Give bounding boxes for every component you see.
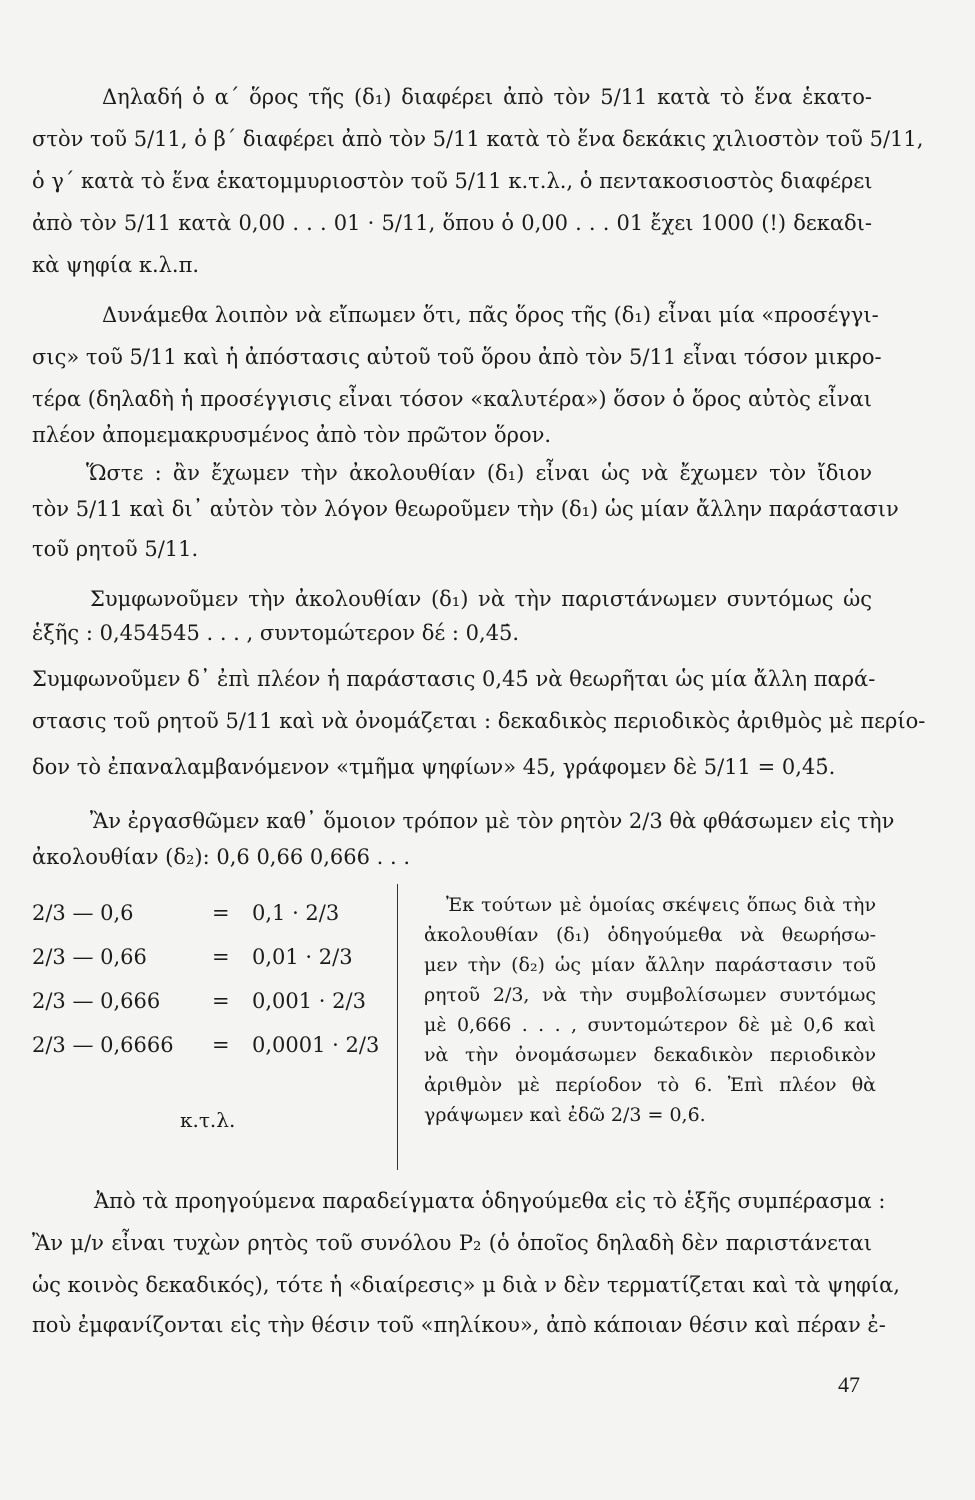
equals-sign: = <box>212 989 230 1013</box>
equation-row <box>32 942 392 986</box>
equations-etc: κ.τ.λ. <box>180 1108 236 1132</box>
equation-row <box>32 1030 392 1074</box>
equals-sign: = <box>212 901 230 925</box>
text-line: γράψωμεν καὶ ἐδῶ 2/3 = 0,6̇. <box>424 1104 706 1126</box>
text-line: Ἀπὸ τὰ προηγούμενα παραδείγματα ὁδηγούμεθα εἰς τὸ ἑξῆς συμπέρασμα : <box>94 1189 886 1213</box>
right-column <box>424 890 876 1130</box>
text-line: Συμφωνοῦμεν δ᾿ ἐπὶ πλέον ἡ παράστασις 0,4̇5̇ νὰ θεωρῆται ὡς μία ἄλλη παρά- <box>32 667 876 691</box>
text-line: τέρα (δηλαδὴ ἡ προσέγγισις εἶναι τόσον «καλυτέρα») ὅσον ὁ ὅρος αὐτὸς εἶναι <box>32 387 872 411</box>
equals-sign: = <box>212 1033 230 1057</box>
equation-rhs: 0,001 · 2/3 <box>252 989 366 1013</box>
text-line: στασις τοῦ ρητοῦ 5/11 καὶ νὰ ὀνομάζεται : δεκαδικὸς περιοδικὸς ἀριθμὸς μὲ περίο- <box>32 709 926 733</box>
equation-lhs: 2/3 — 0,6 <box>32 901 134 925</box>
text-line: δον τὸ ἐπαναλαμβανόμενον «τμῆμα ψηφίων» 45, γράφομεν δὲ 5/11 = 0,4̇5̇. <box>32 755 836 779</box>
page-number: 47 <box>838 1372 860 1397</box>
text-line: ὡς κοινὸς δεκαδικός), τότε ἡ «διαίρεσις» μ διὰ ν δὲν τερματίζεται καὶ τὰ ψηφία, <box>32 1273 900 1297</box>
text-line: Δηλαδή ὁ α΄ ὅρος τῆς (δ₁) διαφέρει ἀπὸ τὸν 5/11 κατὰ τὸ ἕνα ἑκατο- <box>102 85 872 109</box>
equation-row <box>32 986 392 1030</box>
text-line: νὰ τὴν ὀνομάσωμεν δεκαδικὸν περιοδικὸν <box>424 1044 876 1066</box>
equation-rhs: 0,1 · 2/3 <box>252 901 340 925</box>
text-line: Ἐκ τούτων μὲ ὁμοίας σκέψεις ὅπως διὰ τὴν <box>446 894 876 916</box>
equation-rhs: 0,01 · 2/3 <box>252 945 353 969</box>
text-line: ἀριθμὸν μὲ περίοδον τὸ 6. Ἐπὶ πλέον θὰ <box>424 1074 876 1096</box>
text-line: ὁ γ΄ κατὰ τὸ ἕνα ἑκατομμυριοστὸν τοῦ 5/11 κ.τ.λ., ὁ πεντακοσιοστὸς διαφέρει <box>32 169 873 193</box>
text-line: μεν τὴν (δ₂) ὡς μίαν ἄλλην παράστασιν τοῦ <box>424 954 876 976</box>
text-line: ἀπὸ τὸν 5/11 κατὰ 0,00 . . . 01 · 5/11, ὅπου ὁ 0,00 . . . 01 ἔχει 1000 (!) δεκαδι- <box>32 211 872 235</box>
text-line: Ἂν ἐργασθῶμεν καθ᾿ ὅμοιον τρόπον μὲ τὸν ρητὸν 2/3 θὰ φθάσωμεν εἰς τὴν <box>90 809 895 833</box>
column-divider <box>397 884 398 1170</box>
text-line: ποὺ ἐμφανίζονται εἰς τὴν θέσιν τοῦ «πηλίκου», ἀπὸ κάποιαν θέσιν καὶ πέραν ἐ- <box>32 1313 886 1337</box>
text-line: Δυνάμεθα λοιπὸν νὰ εἴπωμεν ὅτι, πᾶς ὅρος τῆς (δ₁) εἶναι μία «προσέγγι- <box>102 303 879 327</box>
text-line: πλέον ἀπομεμακρυσμένος ἀπὸ τὸν πρῶτον ὅρον. <box>32 423 552 447</box>
text-line: Συμφωνοῦμεν τὴν ἀκολουθίαν (δ₁) νὰ τὴν παριστάνωμεν συντόμως ὡς <box>90 587 872 611</box>
text-line: κὰ ψηφία κ.λ.π. <box>32 253 200 277</box>
text-line: σις» τοῦ 5/11 καὶ ἡ ἀπόστασις αὐτοῦ τοῦ ὅρου ἀπὸ τὸν 5/11 εἶναι τόσον μικρο- <box>32 345 882 369</box>
equation-list <box>32 898 392 1074</box>
text-line: Ἂν μ/ν εἶναι τυχὼν ρητὸς τοῦ συνόλου P₂ (ὁ ὁποῖος δηλαδὴ δὲν παριστάνεται <box>32 1231 872 1255</box>
text-line: ἀκολουθίαν (δ₂): 0,6 0,66 0,666 . . . <box>32 845 411 869</box>
text-line: τὸν 5/11 καὶ δι᾿ αὐτὸν τὸν λόγον θεωροῦμεν τὴν (δ₁) ὡς μίαν ἄλλην παράστασιν <box>32 497 899 521</box>
equals-sign: = <box>212 945 230 969</box>
equation-rhs: 0,0001 · 2/3 <box>252 1033 380 1057</box>
text-line: στὸν τοῦ 5/11, ὁ β΄ διαφέρει ἀπὸ τὸν 5/11 κατὰ τὸ ἕνα δεκάκις χιλιοστὸν τοῦ 5/11, <box>32 127 924 151</box>
text-line: ρητοῦ 2/3, νὰ τὴν συμβολίσωμεν συντόμως <box>424 984 876 1006</box>
equation-lhs: 2/3 — 0,6666 <box>32 1033 174 1057</box>
text-line: Ὥστε : ἂν ἔχωμεν τὴν ἀκολουθίαν (δ₁) εἶναι ὡς νὰ ἔχωμεν τὸν ἴδιον <box>86 461 872 485</box>
text-line: ἑξῆς : 0,454545 . . . , συντομώτερον δέ : 0,4̇5̇. <box>32 621 520 645</box>
equation-row <box>32 898 392 942</box>
text-line: τοῦ ρητοῦ 5/11. <box>32 537 199 561</box>
text-line: ἀκολουθίαν (δ₁) ὁδηγούμεθα νὰ θεωρήσω- <box>424 924 876 946</box>
text-line: μὲ 0,666 . . . , συντομώτερον δὲ μὲ 0,6̇ καὶ <box>424 1014 876 1036</box>
equation-lhs: 2/3 — 0,666 <box>32 989 161 1013</box>
equation-lhs: 2/3 — 0,66 <box>32 945 147 969</box>
